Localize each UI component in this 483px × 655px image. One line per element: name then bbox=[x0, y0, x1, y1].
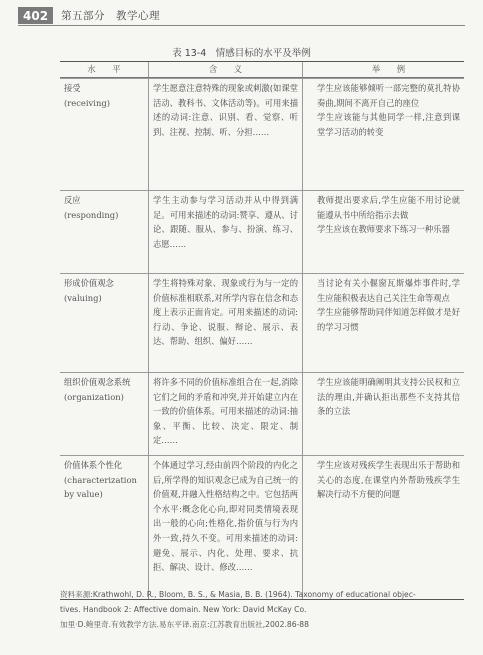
source-line: tives. Handbook 2: Affective domain. New York: David McKay Co. bbox=[60, 604, 307, 614]
level-english: (receiving) bbox=[64, 97, 110, 108]
meaning-cell bbox=[148, 191, 303, 273]
example-text: 学生应能够帮助同伴知道怎样做才是好的学习习惯 bbox=[317, 307, 460, 332]
table-row bbox=[60, 372, 464, 455]
level-english: (valuing) bbox=[64, 292, 102, 303]
level-english: (characterization by value) bbox=[64, 474, 137, 500]
meaning-text: 将许多不同的价值标准组合在一起,消除它们之间的矛盾和冲突,并开始建立内在一致的价值体系。可用来描述的动词:抽象、平衡、比较、决定、限定、制定…… bbox=[153, 377, 298, 446]
example-text: 学生应该对残疾学生表现出乐于帮助和关心的态度,在课堂内外帮助残疾学生解决行动不方便的问题 bbox=[317, 460, 460, 500]
page-number: 402 bbox=[18, 7, 53, 24]
meaning-text: 学生主动参与学习活动并从中得到满足。可用来描述的动词:赞享、遵从、讨论、跟随、服从、参与、扮演、练习、志愿…… bbox=[153, 195, 298, 249]
column-header-meaning: 含 义 bbox=[148, 62, 303, 77]
header-rule bbox=[18, 25, 465, 26]
table-header-row bbox=[60, 62, 464, 78]
example-cell bbox=[303, 191, 464, 273]
meaning-cell bbox=[148, 456, 303, 599]
column-header-example: 举 例 bbox=[371, 64, 406, 74]
meaning-text: 学生将特殊对象、现象或行为与一定的价值标准相联系,对所学内容在信念和态度上表示正面肯定。可用来描述的动词:行动、争论、说服、辩论、展示、表达、帮助、组织、偏好…… bbox=[153, 278, 298, 347]
meaning-cell bbox=[148, 79, 303, 190]
source-note bbox=[60, 588, 472, 632]
level-english: (organization) bbox=[64, 391, 124, 402]
table-caption: 表 13-4 情感目标的水平及举例 bbox=[172, 48, 311, 59]
section-title: 第五部分 教学心理 bbox=[61, 10, 161, 22]
source-line: 资料来源:Krathwohl, D. R., Bloom, B. S., & Masia, B. B. (1964). Taxonomy of educational objec- bbox=[60, 590, 416, 599]
example-cell bbox=[303, 456, 464, 599]
example-text: 学生应该能够倾听一部完整的莫扎特协奏曲,期间不离开自己的座位 bbox=[317, 83, 460, 108]
example-text: 当讨论有关小偃窗瓦斯爆炸事件时,学生应能积极表达自己关注生命等观点 bbox=[317, 278, 460, 303]
column-header-level: 水 平 bbox=[87, 64, 121, 74]
meaning-cell bbox=[148, 274, 303, 372]
level-name: 组织价值观念系统 bbox=[64, 377, 131, 387]
level-cell bbox=[60, 191, 148, 273]
example-cell bbox=[303, 79, 464, 190]
level-cell bbox=[60, 373, 148, 455]
source-line: 加里·D.鲍里奇.有效教学方法.易东平译.南京:江苏教育出版社,2002.86-88 bbox=[60, 619, 309, 629]
table-row bbox=[60, 78, 464, 190]
page-header bbox=[18, 7, 160, 24]
level-name: 反应 bbox=[64, 195, 81, 205]
table-row bbox=[60, 273, 464, 372]
level-cell bbox=[60, 274, 148, 372]
table-row bbox=[60, 455, 464, 599]
example-text: 学生应该在教师要求下练习一种乐器 bbox=[317, 224, 450, 235]
example-text: 教师提出要求后,学生应能不用讨论就能遵从书中所给指示去做 bbox=[317, 195, 460, 220]
example-cell bbox=[303, 274, 464, 372]
level-cell bbox=[60, 456, 148, 599]
level-name: 接受 bbox=[64, 83, 81, 93]
example-text: 学生应该能明确阐明其支持公民权和立法的理由,并确认拒出那些不支持其信条的立法 bbox=[317, 377, 460, 417]
level-cell bbox=[60, 79, 148, 190]
table-row bbox=[60, 190, 464, 273]
example-text: 学生应该能与其他同学一样,注意到课堂学习活动的转变 bbox=[317, 112, 460, 137]
meaning-text: 学生愿意注意特殊的现象或刺激(如课堂活动、教科书、文体活动等)。可用来描述的动词:注意、识别、看、觉察、听到、注视、控制、听、分担…… bbox=[153, 83, 298, 137]
meaning-cell bbox=[148, 373, 303, 455]
meaning-text: 个体通过学习,经由前四个阶段的内化之后,所学得的知识观念已成为自己统一的价值观,并融入性格结构之中。它包括两个水平:概念化心向,即对同类情境表现出一般的心向;性格化,指价值与行为内外一致,持久不变。可用来描述的动词:避免、展示、内化、处理、要求、抗拒、解决、设计、修改…… bbox=[153, 460, 298, 573]
example-cell bbox=[303, 373, 464, 455]
affective-objectives-table bbox=[60, 61, 464, 600]
level-name: 形成价值观念 bbox=[64, 278, 114, 288]
level-name: 价值体系个性化 bbox=[64, 460, 123, 470]
level-english: (responding) bbox=[64, 209, 119, 220]
